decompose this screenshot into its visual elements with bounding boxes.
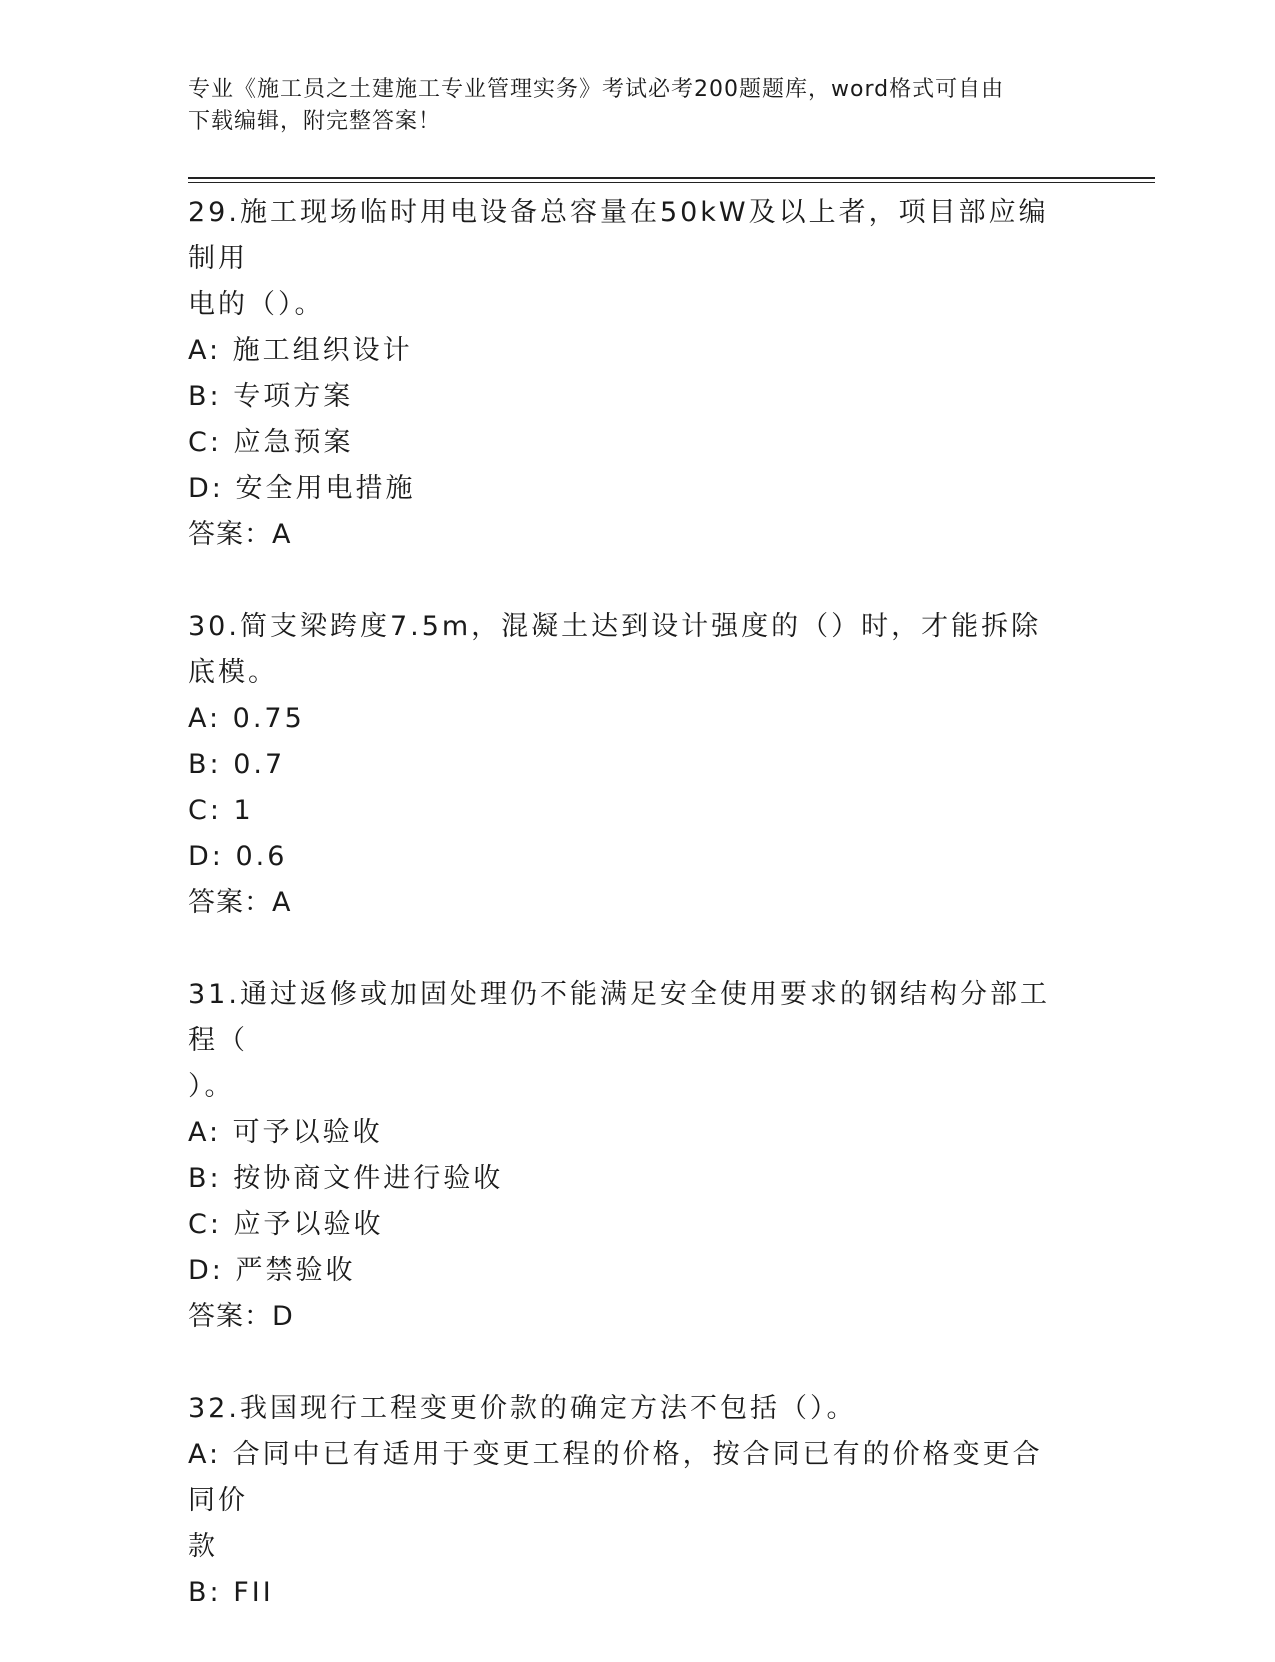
header-line-2: 下载编辑，附完整答案！ bbox=[188, 109, 442, 134]
question-stem-line: 32.我国现行工程变更价款的确定方法不包括（）。 bbox=[188, 1393, 857, 1424]
option-d: D: 严禁验收 bbox=[188, 1255, 356, 1286]
question-stem-line: ）。 bbox=[188, 1071, 235, 1102]
header-line-1: 专业《施工员之土建施工专业管理实务》考试必考200题题库，word格式可自由 bbox=[188, 77, 1005, 102]
document-header bbox=[188, 74, 1088, 138]
question-30 bbox=[188, 604, 1068, 926]
question-stem-line: 电的（）。 bbox=[188, 289, 325, 320]
answer-line: 答案：D bbox=[188, 1301, 294, 1332]
option-b: B: 专项方案 bbox=[188, 381, 354, 412]
option-d: D: 安全用电措施 bbox=[188, 473, 416, 504]
option-c: C: 1 bbox=[188, 795, 254, 826]
question-29 bbox=[188, 190, 1068, 558]
option-a: A: 施工组织设计 bbox=[188, 335, 413, 366]
option-a-continued: 款 bbox=[188, 1531, 218, 1562]
answer-line: 答案：A bbox=[188, 519, 292, 550]
option-b: B: 按协商文件进行验收 bbox=[188, 1163, 504, 1194]
question-list bbox=[188, 190, 1068, 1662]
option-c: C: 应急预案 bbox=[188, 427, 354, 458]
header-rule-thick bbox=[188, 177, 1155, 179]
answer-line: 答案：A bbox=[188, 887, 292, 918]
question-stem-line: 30.简支梁跨度7.5m，混凝土达到设计强度的（）时，才能拆除底模。 bbox=[188, 611, 1042, 688]
option-c: C: 应予以验收 bbox=[188, 1209, 384, 1240]
question-31 bbox=[188, 972, 1068, 1340]
option-b: B: FII bbox=[188, 1577, 274, 1608]
option-a: A: 合同中已有适用于变更工程的价格，按合同已有的价格变更合同价 bbox=[188, 1439, 1043, 1516]
option-a: A: 0.75 bbox=[188, 703, 305, 734]
option-a: A: 可予以验收 bbox=[188, 1117, 383, 1148]
option-b: B: 0.7 bbox=[188, 749, 286, 780]
option-d: D: 0.6 bbox=[188, 841, 288, 872]
question-32 bbox=[188, 1386, 1068, 1616]
header-rule-thin bbox=[188, 182, 1155, 183]
question-stem-line: 31.通过返修或加固处理仍不能满足安全使用要求的钢结构分部工程（ bbox=[188, 979, 1050, 1056]
question-stem-line: 29.施工现场临时用电设备总容量在50kW及以上者，项目部应编制用 bbox=[188, 197, 1049, 274]
